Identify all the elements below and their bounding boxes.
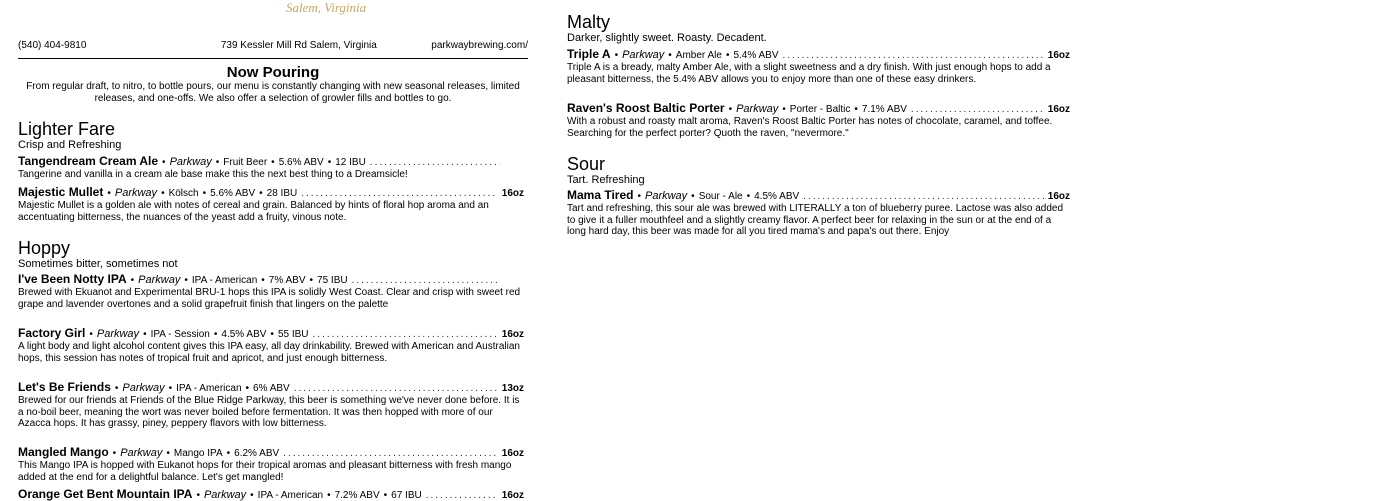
- bullet-separator: •: [327, 490, 331, 501]
- beer-style: Fruit Beer: [223, 157, 268, 168]
- leader-dots: [911, 104, 1044, 115]
- serving-size: 16oz: [1047, 50, 1070, 61]
- beer-header: [18, 380, 524, 394]
- beer-ibu: 28 IBU: [266, 188, 298, 199]
- section-sour: [567, 154, 645, 187]
- bullet-separator: •: [143, 329, 147, 340]
- brewery-name: Parkway: [203, 489, 247, 501]
- bullet-separator: •: [270, 329, 274, 340]
- bullet-separator: •: [383, 490, 388, 501]
- beer-header: [567, 101, 1070, 115]
- beer-description: Triple A is a bready, malty Amber Ale, with a slight sweetness and a dry finish. With just enough hops to add a pleasant bitterness, the 5.4% ABV allows you to enjoy more than one of these easy drinkers.: [567, 62, 1051, 85]
- bullet-separator: •: [226, 448, 231, 459]
- beer-header: [18, 326, 524, 340]
- beer-style: Kölsch: [168, 188, 199, 199]
- beer-abv: 4.5% ABV: [754, 191, 800, 202]
- bullet-separator: •: [202, 188, 207, 199]
- beer-item[interactable]: [18, 185, 524, 223]
- now-pouring-title: Now Pouring: [226, 64, 320, 81]
- bullet-separator: •: [728, 104, 733, 115]
- beer-description: Tart and refreshing, this sour ale was brewed with LITERALLY a ton of blueberry puree. Lactose was also added to give it a fuller mouthfeel and a slightly creamy flavor. A perfect beer for relaxing in the sun or at the end of a long hard day, this beer was made for all you tired mama's and papa's out there. Enjoy: [567, 203, 1064, 237]
- beer-style: IPA - American: [191, 275, 258, 286]
- beer-style: Amber Ale: [675, 50, 722, 61]
- bullet-separator: •: [196, 490, 200, 501]
- beer-header: [567, 188, 1070, 202]
- section-subtitle: Darker, slightly sweet. Roasty. Decadent.: [567, 32, 767, 44]
- beer-ibu: 67 IBU: [391, 490, 422, 501]
- leader-dots: [782, 50, 1043, 61]
- beer-description: Tangerine and vanilla in a cream ale base make this the next best thing to a Dreamsicle!: [18, 169, 408, 180]
- serving-size: 16oz: [1047, 104, 1070, 115]
- bullet-separator: •: [114, 383, 119, 394]
- brewery-name: Parkway: [120, 447, 163, 459]
- beer-name[interactable]: Mangled Mango: [18, 445, 109, 459]
- bullet-separator: •: [245, 383, 250, 394]
- section-title: Malty: [567, 12, 611, 32]
- beer-description: With a robust and roasty malt aroma, Raven's Roost Baltic Porter has notes of chocolate, caramel, and toffee. Searching for the perfect porter? Quoth the raven, "nevermore.": [567, 116, 1053, 139]
- bullet-separator: •: [691, 191, 695, 202]
- bullet-separator: •: [161, 188, 165, 199]
- beer-name[interactable]: Tangendream Cream Ale: [18, 154, 159, 168]
- website-link[interactable]: parkwaybrewing.com/: [431, 40, 528, 51]
- beer-abv: 7% ABV: [268, 275, 306, 286]
- beer-item[interactable]: [18, 445, 524, 483]
- brewery-name: Parkway: [644, 190, 688, 202]
- section-title: Sour: [567, 154, 606, 174]
- beer-item[interactable]: [18, 487, 524, 501]
- beer-abv: 4.5% ABV: [221, 329, 267, 340]
- beer-name[interactable]: Orange Get Bent Mountain IPA: [18, 487, 193, 501]
- beer-abv: 5.6% ABV: [210, 188, 256, 199]
- beer-style: IPA - American: [257, 490, 324, 501]
- section-title: Lighter Fare: [18, 119, 116, 139]
- beer-item[interactable]: [18, 154, 524, 181]
- serving-size: 13oz: [501, 383, 524, 394]
- beer-item[interactable]: [567, 101, 1070, 139]
- beer-item[interactable]: [18, 272, 524, 310]
- beer-item[interactable]: [18, 326, 524, 364]
- bullet-separator: •: [854, 104, 858, 115]
- brewery-name: Parkway: [96, 328, 140, 340]
- beer-ibu: 12 IBU: [335, 157, 366, 168]
- beer-description: This Mango IPA is hopped with Eukanot hops for their tropical aromas and pleasant bitterness with fresh mango added at the end for a delightful balance. Let's get mangled!: [18, 460, 512, 483]
- brewery-logo: Salem, Virginia: [286, 0, 367, 15]
- serving-size: 16oz: [501, 448, 524, 459]
- brewery-name: Parkway: [622, 49, 665, 61]
- brewery-name: Parkway: [122, 382, 165, 394]
- contact-bar: [18, 40, 528, 51]
- leader-dots: [370, 157, 500, 168]
- beer-header: [18, 487, 524, 501]
- bullet-separator: •: [89, 329, 93, 340]
- divider: [18, 58, 528, 59]
- leader-dots: [313, 329, 498, 340]
- serving-size: 16oz: [1047, 191, 1070, 202]
- bullet-separator: •: [184, 275, 188, 286]
- leader-dots: [283, 448, 498, 459]
- bullet-separator: •: [259, 188, 263, 199]
- beer-name[interactable]: Raven's Roost Baltic Porter: [567, 101, 725, 115]
- beer-style: IPA - American: [176, 383, 242, 394]
- beer-abv: 5.6% ABV: [278, 157, 324, 168]
- leader-dots: [352, 275, 500, 286]
- section-title: Hoppy: [18, 238, 71, 258]
- section-hoppy: [18, 238, 178, 271]
- leader-dots: [426, 490, 498, 501]
- beer-name[interactable]: Factory Girl: [18, 326, 86, 340]
- bullet-separator: •: [668, 50, 672, 61]
- beer-name[interactable]: Majestic Mullet: [18, 185, 104, 199]
- section-lighter-fare: [18, 119, 121, 152]
- bullet-separator: •: [746, 191, 751, 202]
- serving-size: 16oz: [501, 490, 524, 501]
- brewery-name: Parkway: [114, 187, 158, 199]
- bullet-separator: •: [166, 448, 170, 459]
- beer-description: Majestic Mullet is a golden ale with notes of cereal and grain. Balanced by hints of floral hop aroma and an accentuating bitterness, the nuances of the yeast add a fruity, vinous note.: [18, 200, 489, 223]
- brewery-name: Parkway: [138, 274, 181, 286]
- beer-abv: 6.2% ABV: [234, 448, 280, 459]
- bullet-separator: •: [271, 157, 275, 168]
- bullet-separator: •: [261, 275, 265, 286]
- beer-header: [18, 154, 524, 168]
- bullet-separator: •: [637, 191, 641, 202]
- leader-dots: [803, 191, 1044, 202]
- bullet-separator: •: [162, 157, 166, 168]
- bullet-separator: •: [107, 188, 111, 199]
- bullet-separator: •: [168, 383, 173, 394]
- beer-abv: 7.1% ABV: [861, 104, 907, 115]
- beer-style: Mango IPA: [173, 448, 223, 459]
- brewery-name: Parkway: [736, 103, 779, 115]
- section-subtitle: Tart. Refreshing: [567, 174, 645, 186]
- beer-item[interactable]: [18, 380, 524, 430]
- bullet-separator: •: [250, 490, 254, 501]
- beer-item[interactable]: [567, 188, 1070, 238]
- leader-dots: [294, 383, 498, 394]
- beer-description: Brewed for our friends at Friends of the Blue Ridge Parkway, this beer is something we've never done before. It is a no-boil beer, meaning the wort was never boiled before fermentation. It was then hopped with more of our Azacca hops. It has grassy, piney, peppery flavors with low bitterness.: [18, 395, 520, 429]
- beer-item[interactable]: [567, 47, 1070, 85]
- bullet-separator: •: [725, 50, 730, 61]
- beer-style: Porter - Baltic: [789, 104, 851, 115]
- serving-size: 16oz: [501, 329, 524, 340]
- bullet-separator: •: [215, 157, 220, 168]
- beer-abv: 7.2% ABV: [334, 490, 380, 501]
- bullet-separator: •: [327, 157, 332, 168]
- beer-name[interactable]: Let's Be Friends: [18, 380, 111, 394]
- section-subtitle: Sometimes bitter, sometimes not: [18, 258, 178, 270]
- beer-ibu: 55 IBU: [277, 329, 309, 340]
- beer-style: Sour - Ale: [698, 191, 743, 202]
- now-pouring-description: From regular draft, to nitro, to bottle pours, our menu is constantly changing with new seasonal releases, limited releases, and one-offs. We also offer a selection of growler fills and bottles to go.: [26, 81, 520, 104]
- beer-style: IPA - Session: [150, 329, 210, 340]
- serving-size: 16oz: [501, 188, 524, 199]
- bullet-separator: •: [309, 275, 314, 286]
- leader-dots: [301, 188, 498, 199]
- section-subtitle: Crisp and Refreshing: [18, 139, 122, 151]
- address: 739 Kessler Mill Rd Salem, Virginia: [220, 40, 377, 51]
- bullet-separator: •: [782, 104, 786, 115]
- beer-header: [18, 445, 524, 459]
- beer-header: [18, 272, 524, 286]
- beer-description: A light body and light alcohol content gives this IPA easy, all day drinkability. Brewed with American and Australian hops, this session has notes of tropical fruit and apricot, and just enough bitterness.: [18, 341, 520, 364]
- beer-header: [567, 47, 1070, 61]
- beer-ibu: 75 IBU: [317, 275, 348, 286]
- beer-abv: 6% ABV: [253, 383, 290, 394]
- beer-name[interactable]: Mama Tired: [567, 188, 634, 202]
- beer-header: [18, 185, 524, 199]
- beer-name[interactable]: I've Been Notty IPA: [18, 272, 127, 286]
- bullet-separator: •: [213, 329, 218, 340]
- bullet-separator: •: [112, 448, 117, 459]
- brewery-name: Parkway: [169, 156, 212, 168]
- bullet-separator: •: [614, 50, 619, 61]
- beer-name[interactable]: Triple A: [567, 47, 611, 61]
- bullet-separator: •: [130, 275, 135, 286]
- beer-description: Brewed with Ekuanot and Experimental BRU-1 hops this IPA is solidly West Coast. Clear and crisp with sweet red grape and lavender overtones and a solid grapefruit finish that lingers on the palette: [18, 287, 521, 310]
- section-malty: [567, 12, 767, 45]
- phone-number[interactable]: (540) 404-9810: [18, 40, 87, 51]
- beer-abv: 5.4% ABV: [733, 50, 779, 61]
